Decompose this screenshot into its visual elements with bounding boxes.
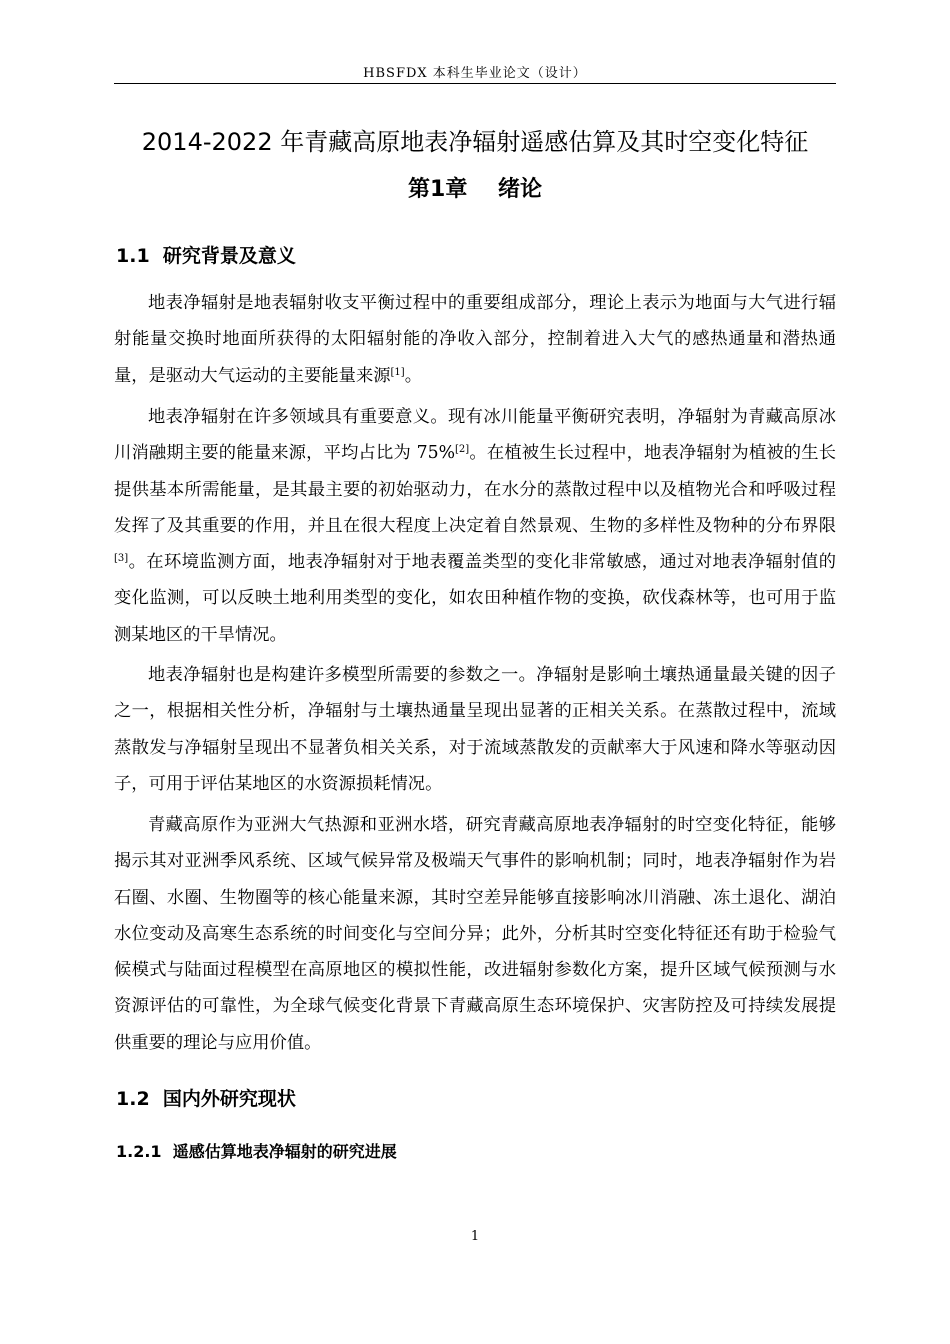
paragraph-text: 。 [404, 365, 422, 386]
thesis-title: 2014-2022 年青藏高原地表净辐射遥感估算及其时空变化特征 [141, 128, 809, 156]
section-number: 1.1 [116, 245, 150, 267]
section-number: 1.2 [116, 1088, 150, 1110]
paragraph-text: 青藏高原作为亚洲大气热源和亚洲水塔，研究青藏高原地表净辐射的时空变化特征，能够揭示其对亚洲季风系统、区域气候异常及极端天气事件的影响机制；同时，地表净辐射作为岩石圈、水圈、生物圈等的核心能量来源，其时空差异能够直接影响冰川消融、冻土退化、湖泊水位变动及高寒生态系统的时间变化与空间分异；此外，分析其时空变化特征还有助于检验气候模式与陆面过程模型在高原地区的模拟性能，改进辐射参数化方案，提升区域气候预测与水资源评估的可靠性，为全球气候变化背景下青藏高原生态环境保护、灾害防控及可持续发展提供重要的理论与应用价值。 [114, 815, 836, 1053]
chapter-name: 绪论 [497, 177, 542, 202]
paragraph-text: 。在环境监测方面，地表净辐射对于地表覆盖类型的变化非常敏感，通过对地表净辐射值的变化监测，可以反映土地利用类型的变化，如农田种植作物的变换，砍伐森林等，也可用于监测某地区的干旱情况。 [114, 552, 836, 645]
running-header: HBSFDX 本科生毕业论文（设计） [363, 66, 587, 81]
paragraph-text: 地表净辐射在许多领域具有重要意义。现有冰川能量平衡研究表明，净辐射为青藏高原冰川消融期主要的能量来源，平均占比为 75% [114, 407, 836, 464]
section-title: 研究背景及意义 [162, 245, 296, 267]
section-heading-1-2 [116, 1084, 296, 1111]
section-title: 国内外研究现状 [162, 1088, 296, 1110]
citation: [1] [390, 366, 405, 378]
chapter-heading [114, 172, 836, 203]
page-number: 1 [470, 1229, 480, 1244]
citation: [2] [455, 444, 470, 456]
subsection-number: 1.2.1 [116, 1142, 162, 1161]
chapter-label: 第1章 [408, 177, 468, 202]
section-heading-1-1 [116, 241, 296, 268]
paragraph-1 [114, 285, 836, 394]
citation: [3] [114, 553, 129, 565]
paragraph-3 [114, 657, 836, 802]
paragraph-text: 地表净辐射是地表辐射收支平衡过程中的重要组成部分，理论上表示为地面与大气进行辐射能量交换时地面所获得的太阳辐射能的净收入部分，控制着进入大气的感热通量和潜热通量，是驱动大气运动的主要能量来源 [114, 293, 836, 386]
subsection-heading-1-2-1 [116, 1139, 397, 1162]
paragraph-text: 。在植被生长过程中，地表净辐射为植被的生长提供基本所需能量，是其最主要的初始驱动力，在水分的蒸散过程中以及植物光合和呼吸过程发挥了及其重要的作用，并且在很大程度上决定着自然景观、生物的多样性及物种的分布界限 [114, 443, 836, 536]
paragraph-2 [114, 399, 836, 653]
header-rule [114, 83, 836, 84]
subsection-title: 遥感估算地表净辐射的研究进展 [172, 1142, 397, 1161]
paragraph-text: 地表净辐射也是构建许多模型所需要的参数之一。净辐射是影响土壤热通量最关键的因子之一，根据相关性分析，净辐射与土壤热通量呈现出显著的正相关关系。在蒸散过程中，流域蒸散发与净辐射呈现出不显著负相关关系，对于流域蒸散发的贡献率大于风速和降水等驱动因子，可用于评估某地区的水资源损耗情况。 [114, 665, 836, 794]
paragraph-4 [114, 807, 836, 1061]
